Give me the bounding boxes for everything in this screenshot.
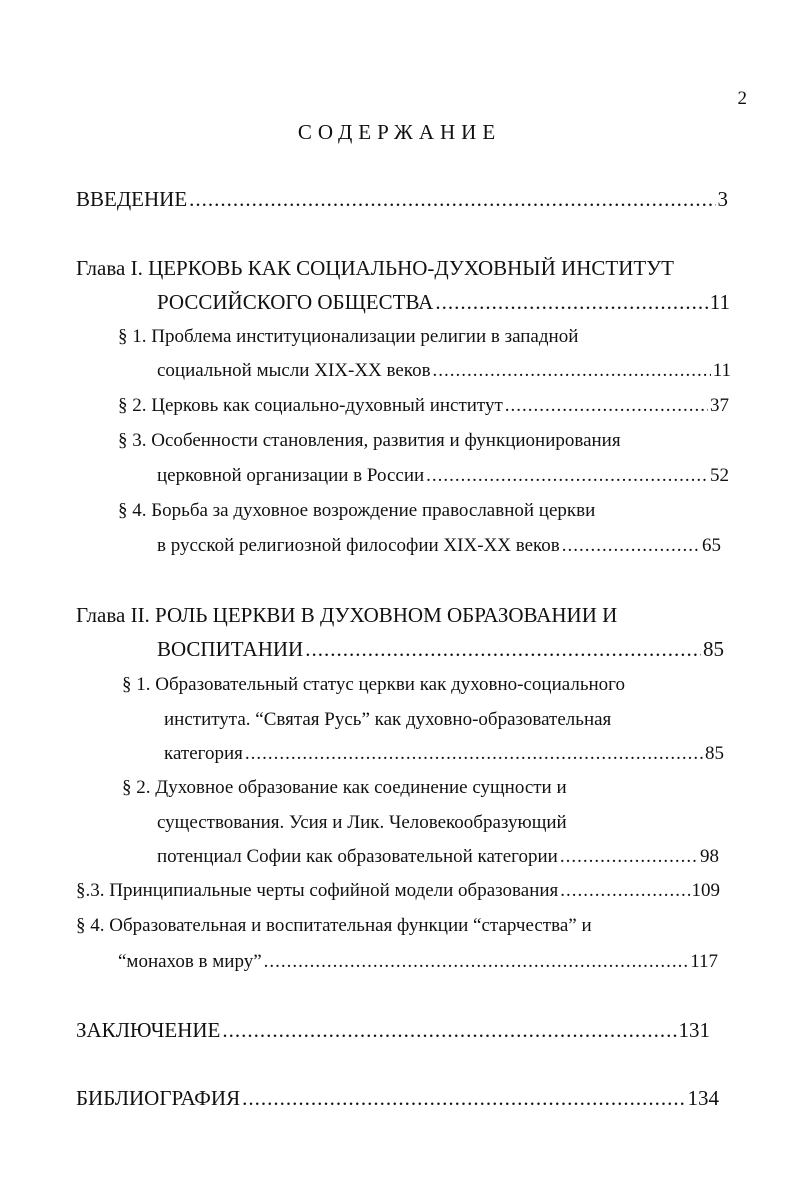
toc-bibliography-page: 134 [687, 1086, 719, 1110]
toc-ch1-s3-page: 52 [710, 465, 729, 486]
toc-ch2-s3-line1: §.3. Принципиальные черты софийной модели образования [76, 880, 559, 901]
toc-ch1-s3-line2: церковной организации в России [157, 465, 425, 486]
toc-entry-ch1-s1[interactable] [157, 359, 731, 383]
dot-leader [426, 464, 708, 488]
dot-leader [222, 1018, 676, 1042]
dot-leader [562, 534, 700, 558]
toc-ch2-title[interactable]: Глава II. РОЛЬ ЦЕРКВИ В ДУХОВНОМ ОБРАЗОВАНИИ И [76, 603, 618, 627]
dot-leader [560, 879, 689, 903]
toc-ch2-s2-line2[interactable]: существования. Усия и Лик. Человекообразующий [157, 812, 567, 833]
toc-ch1-s4-line1[interactable]: § 4. Борьба за духовное возрождение православной церкви [118, 500, 596, 521]
toc-ch2-s3-page: 109 [691, 880, 720, 901]
toc-ch2-s4-line1[interactable]: § 4. Образовательная и воспитательная функции “старчества” и [76, 915, 592, 936]
toc-ch2-s2-line1[interactable]: § 2. Духовное образование как соединение сущности и [122, 777, 567, 798]
toc-ch2-s4-line2: “монахов в миру” [118, 951, 262, 972]
toc-entry-conclusion[interactable] [76, 1018, 710, 1042]
dot-leader [189, 187, 715, 211]
dot-leader [245, 742, 703, 766]
dot-leader [560, 845, 698, 869]
toc-entry-ch2-s3[interactable] [76, 879, 720, 903]
toc-ch2-page: 85 [703, 637, 724, 661]
toc-ch1-page: 11 [709, 290, 730, 314]
toc-ch2-s2-line3: потенциал Софии как образовательной категории [157, 846, 558, 867]
toc-ch2-s1-page: 85 [705, 743, 724, 764]
toc-entry-ch2[interactable] [157, 637, 724, 661]
dot-leader [305, 637, 701, 661]
toc-ch1-s1-line2: социальной мысли XIX-XX веков [157, 360, 431, 381]
toc-entry-ch2-s2[interactable] [157, 845, 719, 869]
toc-entry-ch2-s1[interactable] [164, 742, 724, 766]
toc-ch1-s3-line1[interactable]: § 3. Особенности становления, развития и функционирования [118, 430, 621, 451]
toc-ch2-s1-line3: категория [164, 743, 243, 764]
toc-intro-page: 3 [717, 187, 728, 211]
dot-leader [242, 1086, 685, 1110]
dot-leader [505, 394, 708, 418]
dot-leader [433, 359, 711, 383]
toc-ch2-line2: ВОСПИТАНИИ [157, 637, 304, 661]
toc-entry-ch1-s4[interactable] [157, 534, 721, 558]
toc-conclusion-page: 131 [678, 1018, 710, 1042]
dot-leader [264, 950, 689, 974]
toc-ch1-s2-line1: § 2. Церковь как социально-духовный институт [118, 395, 503, 416]
toc-entry-ch1-s3[interactable] [157, 464, 729, 488]
toc-entry-ch1[interactable] [157, 290, 730, 314]
toc-intro-label: ВВЕДЕНИЕ [76, 187, 188, 211]
toc-ch1-s4-page: 65 [702, 535, 721, 556]
toc-ch2-s1-line2[interactable]: института. “Святая Русь” как духовно-образовательная [164, 709, 612, 730]
toc-ch1-line2: РОССИЙСКОГО ОБЩЕСТВА [157, 290, 434, 314]
toc-ch1-s2-page: 37 [710, 395, 729, 416]
toc-ch1-s4-line2: в русской религиозной философии XIX-XX веков [157, 535, 560, 556]
dot-leader [435, 290, 707, 314]
toc-ch2-s4-page: 117 [690, 951, 718, 972]
toc-bibliography-label: БИБЛИОГРАФИЯ [76, 1086, 241, 1110]
toc-entry-bibliography[interactable] [76, 1086, 719, 1110]
toc-ch1-title[interactable]: Глава I. ЦЕРКОВЬ КАК СОЦИАЛЬНО-ДУХОВНЫЙ ИНСТИТУТ [76, 256, 674, 280]
toc-title: СОДЕРЖАНИЕ [297, 120, 502, 144]
toc-ch2-s2-page: 98 [700, 846, 719, 867]
toc-entry-ch2-s4[interactable] [118, 950, 718, 974]
toc-ch1-s1-line1[interactable]: § 1. Проблема институционализации религии в западной [118, 326, 579, 347]
toc-ch1-s1-page: 11 [712, 360, 731, 381]
toc-ch2-s1-line1[interactable]: § 1. Образовательный статус церкви как духовно-социального [122, 674, 625, 695]
page-number: 2 [737, 88, 747, 109]
toc-entry-ch1-s2[interactable] [118, 394, 729, 418]
toc-entry-intro[interactable] [76, 187, 728, 211]
toc-conclusion-label: ЗАКЛЮЧЕНИЕ [76, 1018, 221, 1042]
